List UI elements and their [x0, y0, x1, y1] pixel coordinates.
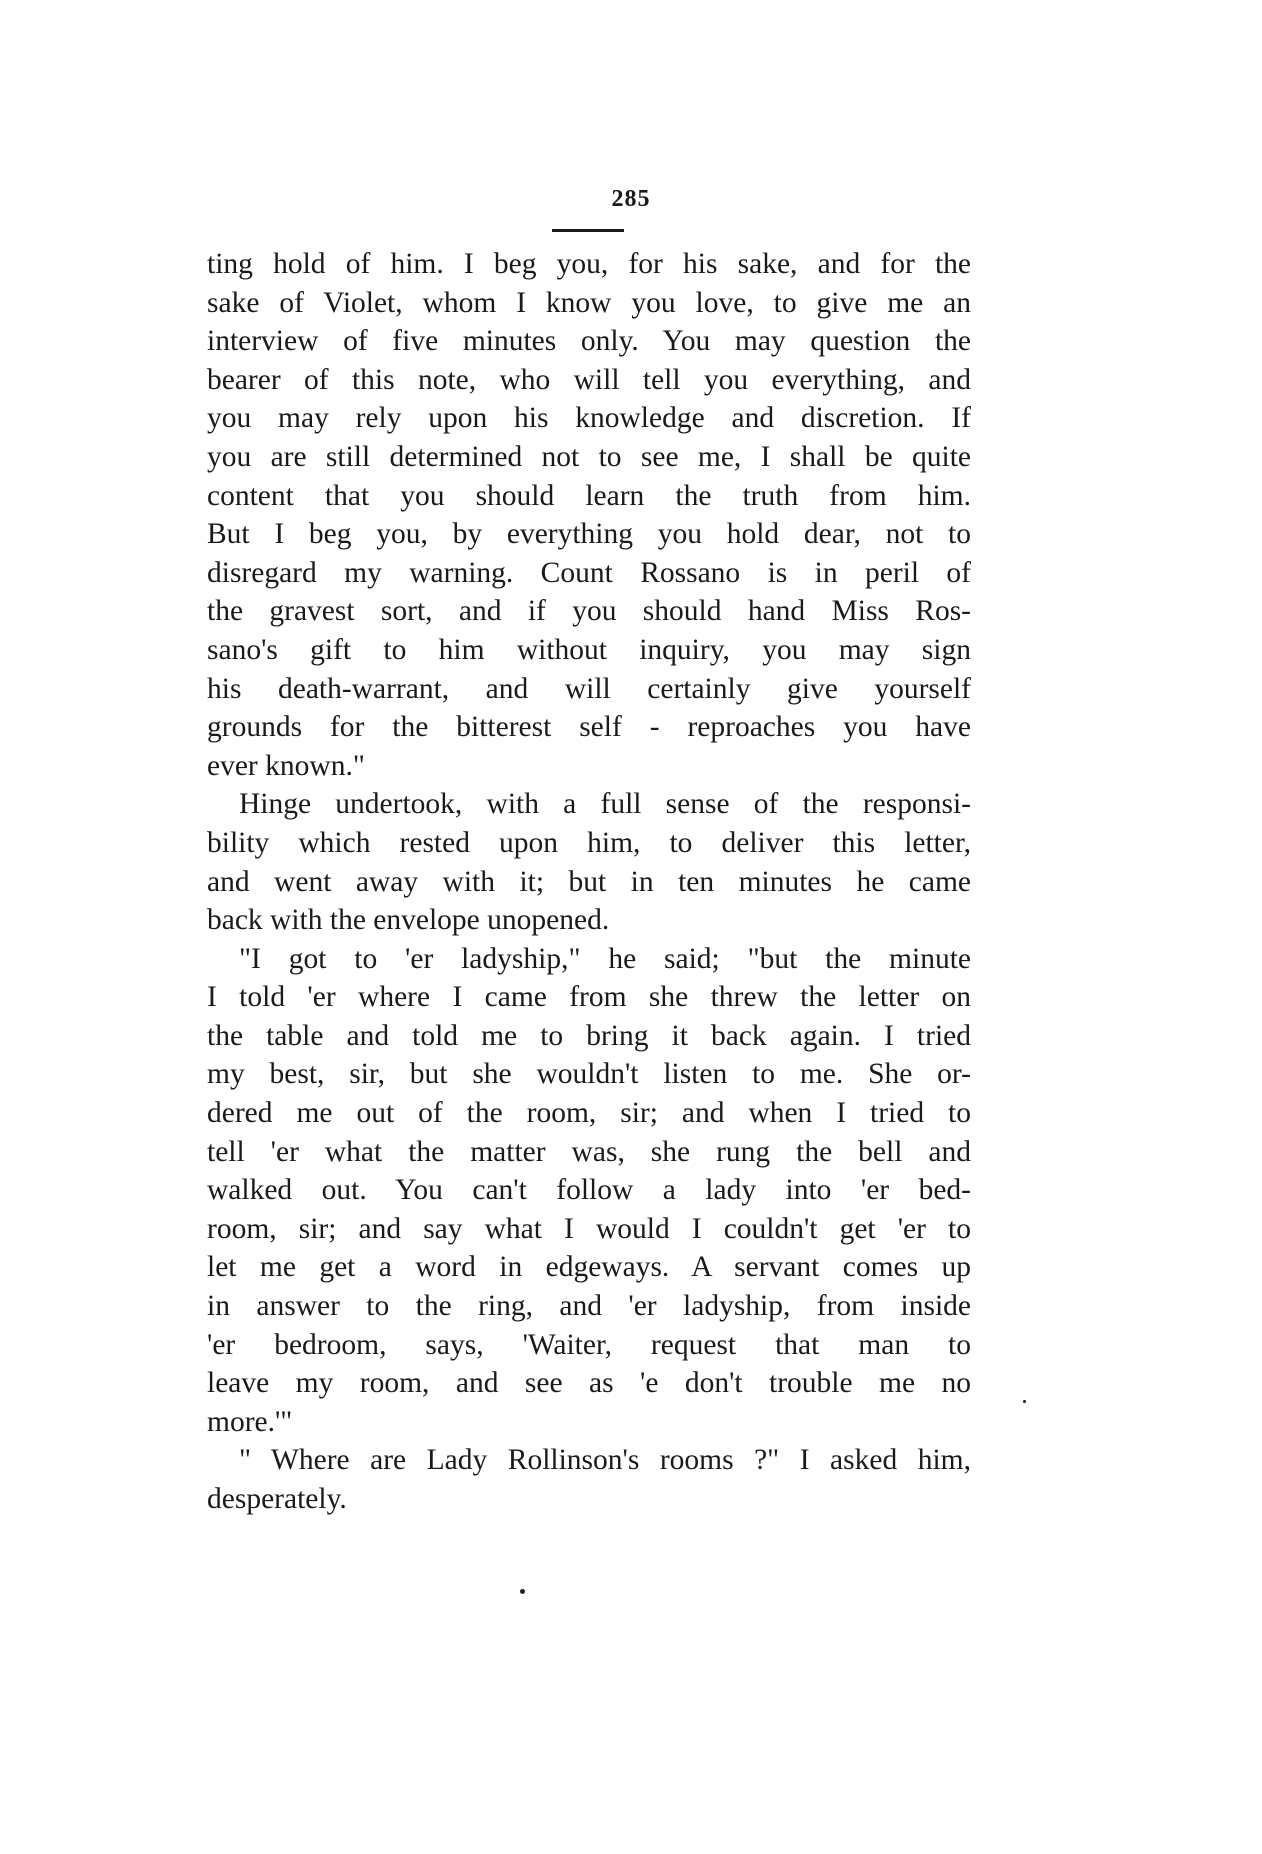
- text-line: walked out. You can't follow a lady into 'er bed-: [207, 1174, 971, 1207]
- text-line: interview of five minutes only. You may question the: [207, 325, 971, 358]
- scan-speck: [1023, 1400, 1026, 1403]
- text-line: you are still determined not to see me, I shall be quite: [207, 440, 971, 473]
- paragraph: [207, 245, 971, 785]
- text-line: and went away with it; but in ten minutes he came: [207, 865, 971, 898]
- text-line: ting hold of him. I beg you, for his sake, and for the: [207, 248, 971, 280]
- text-line: more.'": [207, 1405, 293, 1438]
- paragraph: [207, 1441, 971, 1518]
- text-line: sano's gift to him without inquiry, you may sign: [207, 633, 971, 666]
- scan-speck: [520, 1589, 525, 1594]
- text-line: But I beg you, by everything you hold dear, not to: [207, 518, 971, 551]
- page-number-rule: [552, 229, 624, 232]
- text-line: I told 'er where I came from she threw the letter on: [207, 981, 971, 1014]
- text-line: the gravest sort, and if you should hand Miss Ros-: [207, 595, 971, 628]
- text-line: 'er bedroom, says, 'Waiter, request that man to: [207, 1328, 971, 1361]
- text-line: the table and told me to bring it back again. I tried: [207, 1019, 971, 1052]
- text-line: room, sir; and say what I would I couldn't get 'er to: [207, 1212, 971, 1245]
- paragraph: [207, 940, 971, 1442]
- text-line: let me get a word in edgeways. A servant comes up: [207, 1251, 971, 1284]
- text-line: " Where are Lady Rollinson's rooms ?" I asked him,: [239, 1444, 971, 1477]
- text-line: tell 'er what the matter was, she rung the bell and: [207, 1135, 971, 1168]
- text-line: Hinge undertook, with a full sense of the responsi-: [239, 788, 971, 821]
- body-text: [207, 245, 971, 1519]
- text-line: ever known.": [207, 749, 365, 782]
- text-line: my best, sir, but she wouldn't listen to me. She or-: [207, 1058, 971, 1091]
- text-line: sake of Violet, whom I know you love, to give me an: [207, 286, 971, 319]
- text-line: content that you should learn the truth from him.: [207, 479, 971, 512]
- text-line: dered me out of the room, sir; and when I tried to: [207, 1097, 971, 1130]
- text-line: desperately.: [207, 1483, 347, 1515]
- text-line: "I got to 'er ladyship," he said; "but the minute: [239, 942, 971, 975]
- page-number: 285: [611, 186, 651, 212]
- text-line: in answer to the ring, and 'er ladyship, from inside: [207, 1290, 971, 1323]
- text-line: his death-warrant, and will certainly give yourself: [207, 672, 971, 705]
- text-line: you may rely upon his knowledge and discretion. If: [207, 402, 971, 435]
- text-line: bearer of this note, who will tell you everything, and: [207, 363, 971, 396]
- text-line: leave my room, and see as 'e don't trouble me no: [207, 1367, 971, 1400]
- text-line: grounds for the bitterest self - reproaches you have: [207, 711, 971, 744]
- paragraph: [207, 785, 971, 939]
- text-line: back with the envelope unopened.: [207, 904, 610, 937]
- text-line: disregard my warning. Count Rossano is in peril of: [207, 556, 971, 589]
- text-line: bility which rested upon him, to deliver this letter,: [207, 826, 971, 859]
